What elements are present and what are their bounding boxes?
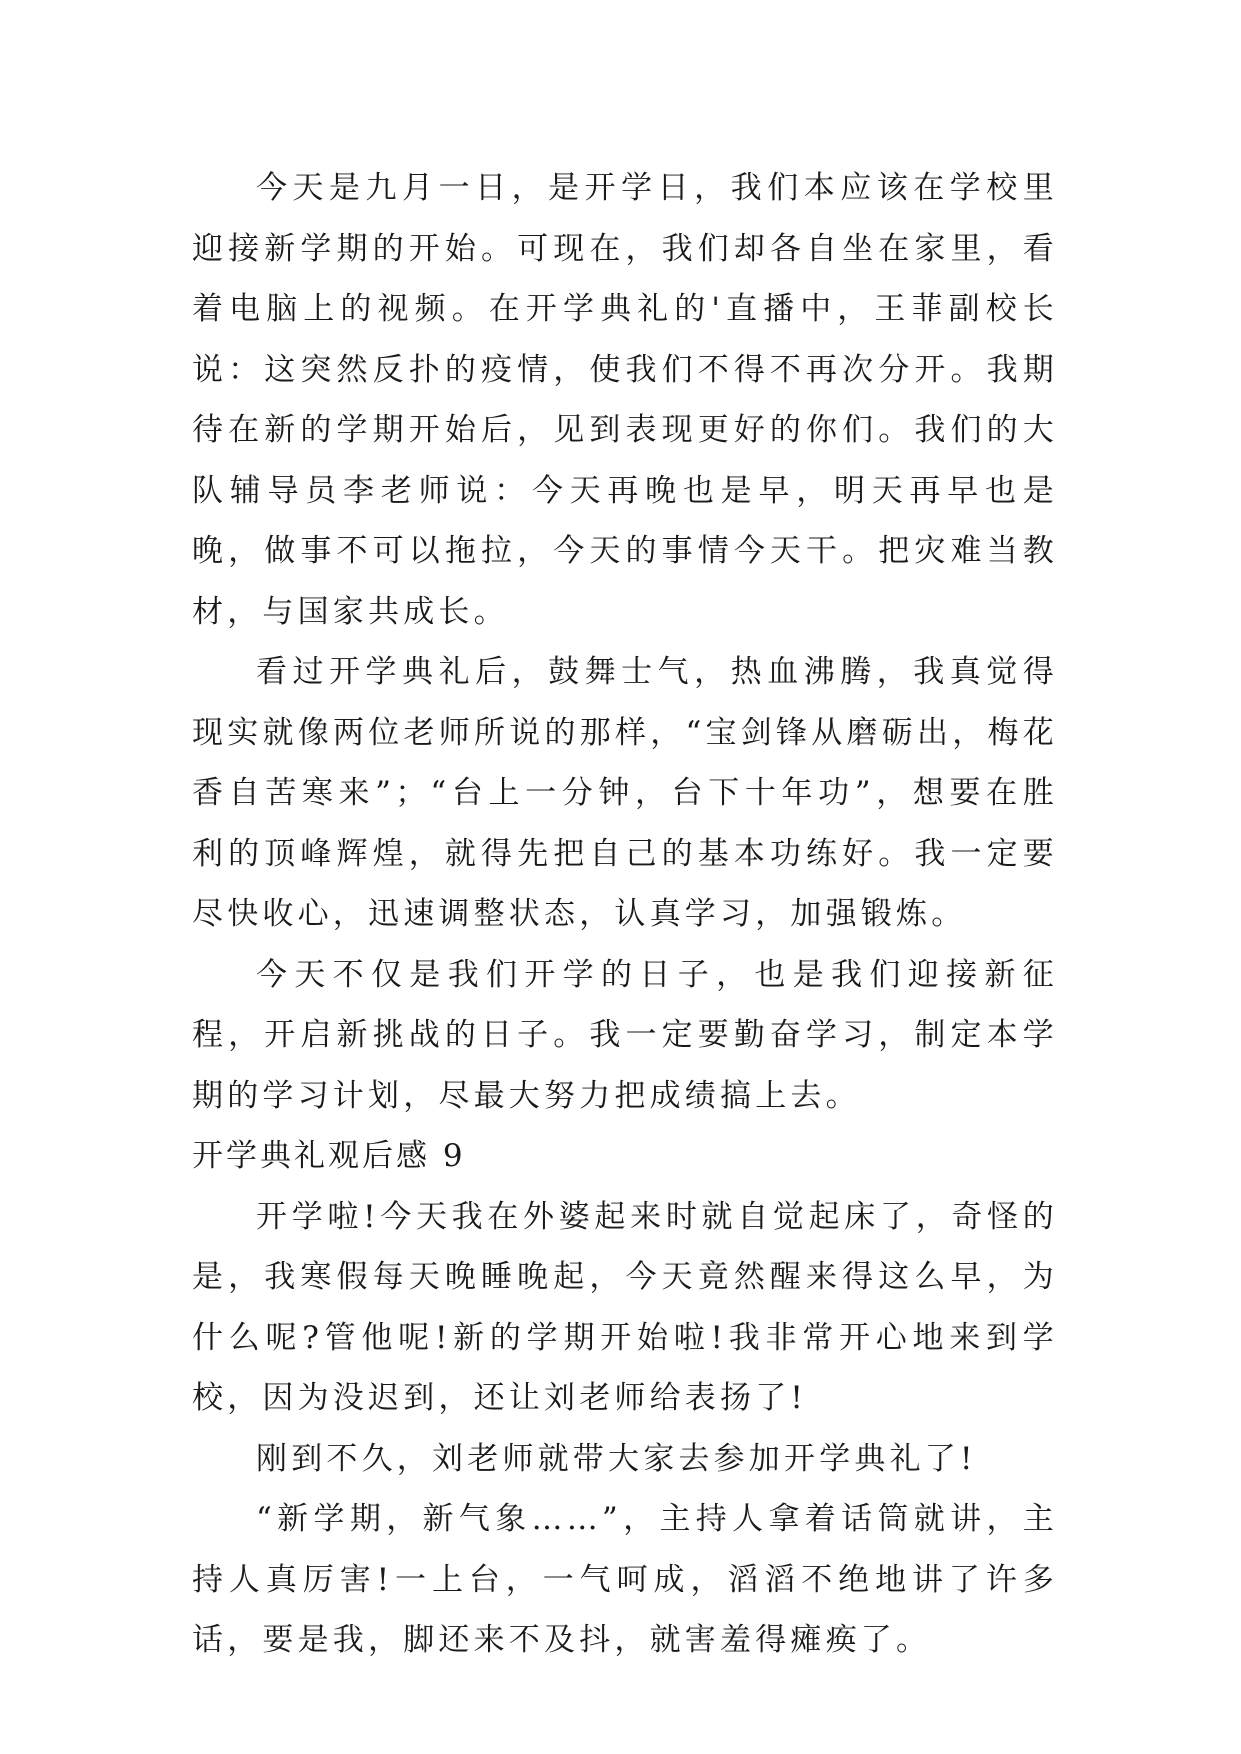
paragraph: 刚到不久，刘老师就带大家去参加开学典礼了! xyxy=(256,1440,977,1477)
paragraph: “新学期，新气象……”，主持人拿着话筒就讲，主持人真厉害!一上台，一气呵成，滔滔不绝地讲了许多话，要是我，脚还来不及抖，就害羞得瘫痪了。 xyxy=(192,1501,1058,1658)
paragraph: 开学啦!今天我在外婆起来时就自觉起床了，奇怪的是，我寒假每天晚睡晚起，今天竟然醒来得这么早，为什么呢?管他呢!新的学期开始啦!我非常开心地来到学校，因为没迟到，还让刘老师给表扬了! xyxy=(192,1198,1058,1416)
document-body xyxy=(192,158,1058,1671)
paragraph: 看过开学典礼后，鼓舞士气，热血沸腾，我真觉得现实就像两位老师所说的那样，“宝剑锋从磨砺出，梅花香自苦寒来”；“台上一分钟，台下十年功”，想要在胜利的顶峰辉煌，就得先把自己的基本功练好。我一定要尽快收心，迅速调整状态，认真学习，加强锻炼。 xyxy=(192,654,1058,932)
section-title: 开学典礼观后感 9 xyxy=(192,1138,466,1174)
paragraph: 今天是九月一日，是开学日，我们本应该在学校里迎接新学期的开始。可现在，我们却各自坐在家里，看着电脑上的视频。在开学典礼的'直播中，王菲副校长说：这突然反扑的疫情，使我们不得不再次分开。我期待在新的学期开始后，见到表现更好的你们。我们的大队辅导员李老师说：今天再晚也是早，明天再早也是晚，做事不可以拖拉，今天的事情今天干。把灾难当教材，与国家共成长。 xyxy=(192,170,1058,630)
paragraph: 今天不仅是我们开学的日子，也是我们迎接新征程，开启新挑战的日子。我一定要勤奋学习，制定本学期的学习计划，尽最大努力把成绩搞上去。 xyxy=(192,956,1058,1114)
